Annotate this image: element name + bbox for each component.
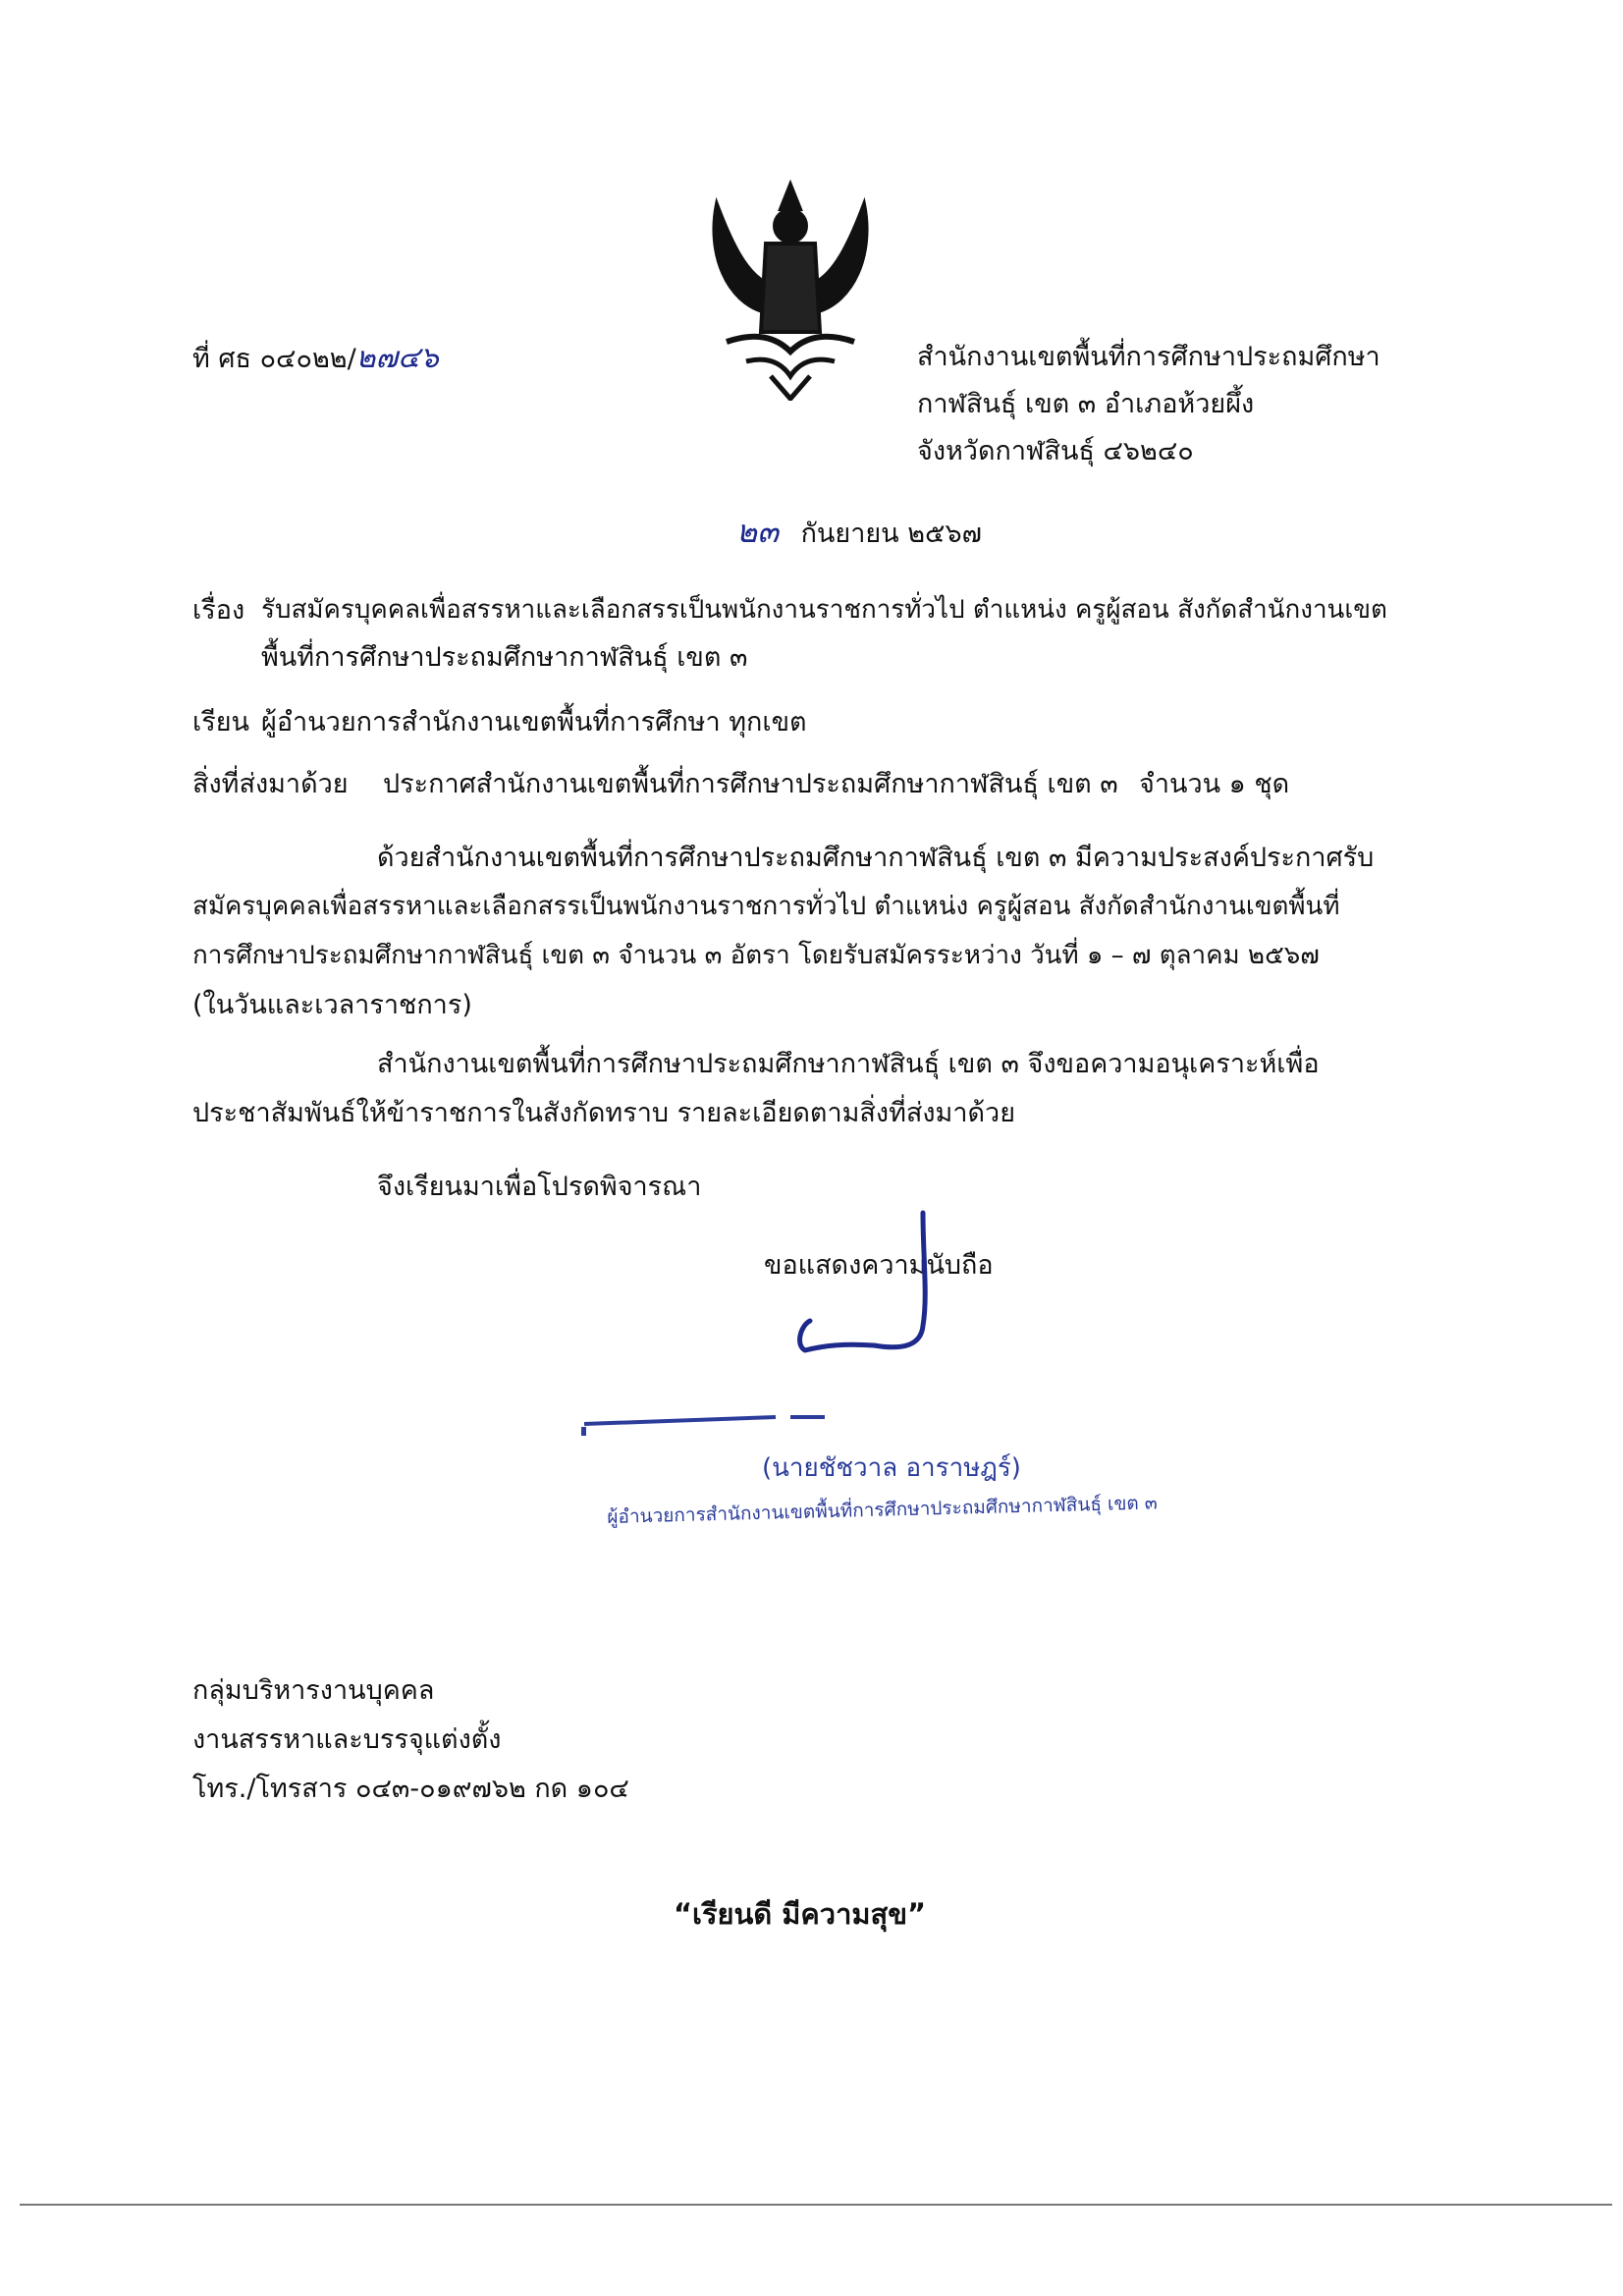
enclosure-label: สิ่งที่ส่งมาด้วย — [192, 769, 349, 799]
closing-salutation: ขอแสดงความนับถือ — [764, 1250, 994, 1281]
subject-label: เรื่อง — [192, 595, 245, 626]
body-para1-line-2: สมัครบุคคลเพื่อสรรหาและเลือกสรรเป็นพนักงานราชการทั่วไป ตำแหน่ง ครูผู้สอน สังกัดสำนักงานเขตพื้นที่ — [192, 892, 1340, 921]
body-para1-line-1: ด้วยสำนักงานเขตพื้นที่การศึกษาประถมศึกษากาฬสินธุ์ เขต ๓ มีความประสงค์ประกาศรับ — [377, 843, 1375, 873]
agency-address-line-2: กาฬสินธุ์ เขต ๓ อำเภอห้วยผึ้ง — [917, 389, 1255, 419]
body-para2-line-2: ประชาสัมพันธ์ให้ข้าราชการในสังกัดทราบ รายละเอียดตามสิ่งที่ส่งมาด้วย — [192, 1098, 1016, 1128]
garuda-emblem — [687, 165, 893, 401]
date-month-year: กันยายน ๒๕๖๗ — [800, 519, 982, 549]
signatory-name: (นายชัชวาล อาราษฎร์) — [762, 1453, 1021, 1483]
body-para2-line-1: สำนักงานเขตพื้นที่การศึกษาประถมศึกษากาฬสินธุ์ เขต ๓ จึงขอความอนุเคราะห์เพื่อ — [377, 1049, 1320, 1079]
date-day-handwritten: ๒๓ — [736, 513, 779, 550]
enclosure-text: ประกาศสำนักงานเขตพื้นที่การศึกษาประถมศึกษากาฬสินธุ์ เขต ๓ — [383, 769, 1118, 799]
enclosure-count: จำนวน ๑ ชุด — [1139, 769, 1290, 799]
reference-number — [192, 341, 439, 375]
body-para1-line-4: (ในวันและเวลาราชการ) — [192, 990, 472, 1020]
subject-line-1: รับสมัครบุคคลเพื่อสรรหาและเลือกสรรเป็นพนักงานราชการทั่วไป ตำแหน่ง ครูผู้สอน สังกัดสำนักงานเขต — [261, 595, 1387, 625]
recipient-text: ผู้อำนวยการสำนักงานเขตพื้นที่การศึกษา ทุกเขต — [261, 707, 807, 738]
motto: “เรียนดี มีความสุข” — [674, 1897, 927, 1931]
footer-rule — [20, 2204, 1612, 2206]
contact-line-2: งานสรรหาและบรรจุแต่งตั้ง — [192, 1724, 502, 1755]
contact-line-1: กลุ่มบริหารงานบุคคล — [192, 1675, 435, 1706]
letter-date — [736, 513, 982, 550]
reference-prefix: ที่ ศธ ๐๔๐๒๒/ — [192, 344, 356, 374]
recipient-label: เรียน — [192, 707, 250, 738]
contact-line-3: โทร./โทรสาร ๐๔๓-๐๑๙๗๖๒ กด ๑๐๔ — [192, 1774, 629, 1804]
closing-request: จึงเรียนมาเพื่อโปรดพิจารณา — [377, 1172, 702, 1202]
stamp-rule — [579, 1409, 1011, 1439]
handwritten-signature — [785, 1208, 962, 1365]
agency-address-line-1: สำนักงานเขตพื้นที่การศึกษาประถมศึกษา — [917, 342, 1380, 372]
subject-line-2: พื้นที่การศึกษาประถมศึกษากาฬสินธุ์ เขต ๓ — [261, 642, 748, 673]
agency-address-line-3: จังหวัดกาฬสินธุ์ ๔๖๒๔๐ — [917, 436, 1194, 466]
reference-handwritten-number: ๒๗๔๖ — [355, 341, 439, 375]
signatory-title: ผู้อำนวยการสำนักงานเขตพื้นที่การศึกษาประถมศึกษากาฬสินธุ์ เขต ๓ — [607, 1492, 1159, 1528]
body-para1-line-3: การศึกษาประถมศึกษากาฬสินธุ์ เขต ๓ จำนวน ๓ อัตรา โดยรับสมัครระหว่าง วันที่ ๑ – ๗ ตุลาคม ๒๕๖๗ — [192, 941, 1320, 970]
